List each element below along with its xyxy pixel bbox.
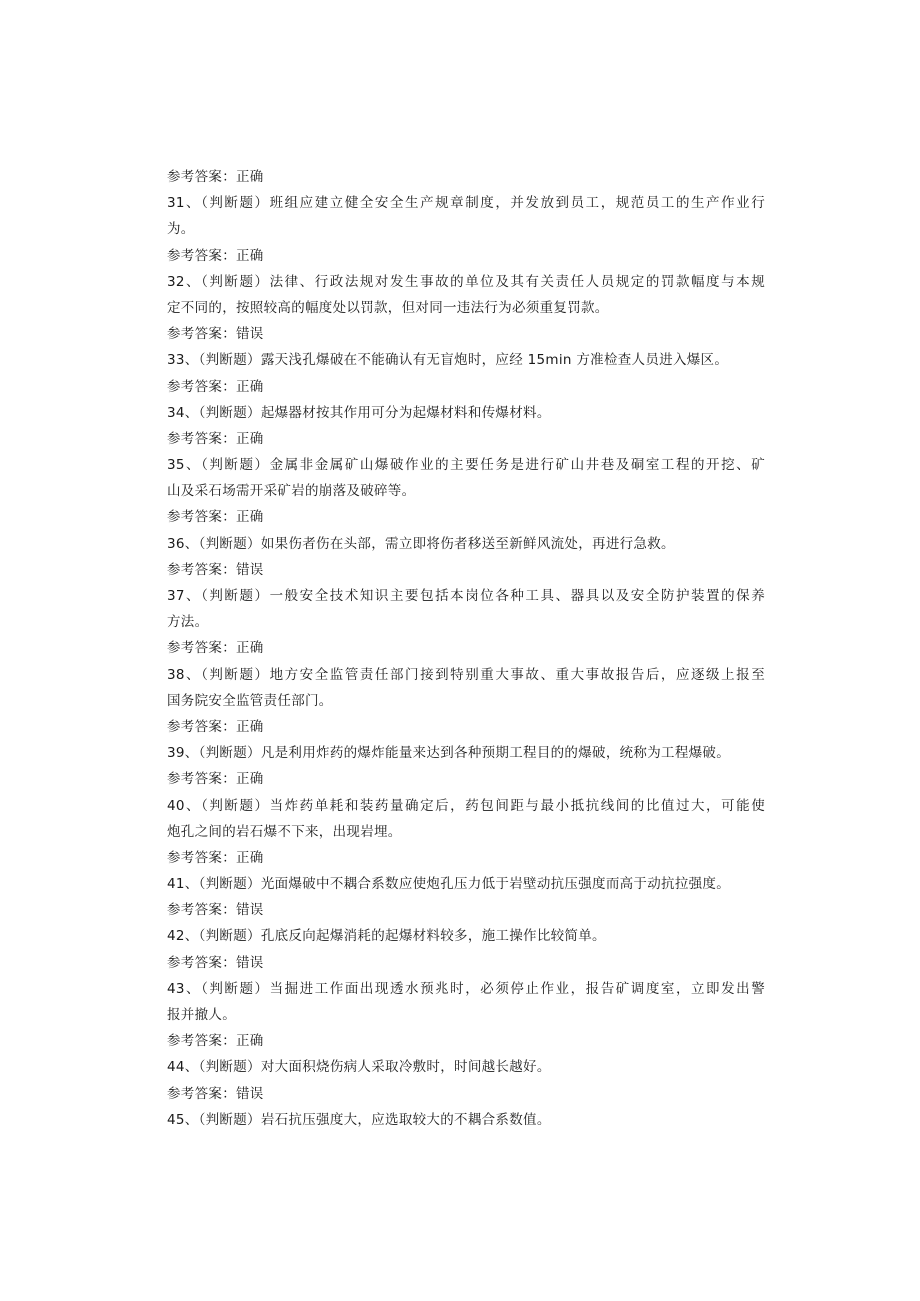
answer-line: 参考答案：错误: [167, 1085, 264, 1102]
answer-line: 参考答案：错误: [167, 902, 264, 919]
answer-line: 参考答案：错误: [167, 561, 264, 578]
answer-line: 参考答案：正确: [167, 430, 264, 447]
question-line: 32、（判断题）法律、行政法规对发生事故的单位及其有关责任人员规定的罚款幅度与本规: [167, 273, 765, 290]
question-line: 36、（判断题）如果伤者伤在头部，需立即将伤者移送至新鲜风流处，再进行急救。: [167, 535, 675, 552]
question-line: 山及采石场需开采矿岩的崩落及破碎等。: [167, 483, 416, 500]
question-line: 方法。: [167, 614, 209, 631]
question-line: 44、（判断题）对大面积烧伤病人采取冷敷时，时间越长越好。: [167, 1059, 551, 1076]
question-line: 为。: [167, 221, 195, 238]
question-line: 炮孔之间的岩石爆不下来，出现岩埋。: [167, 823, 402, 840]
question-line: 35、（判断题）金属非金属矿山爆破作业的主要任务是进行矿山井巷及硐室工程的开挖、矿: [167, 457, 765, 474]
answer-line: 参考答案：正确: [167, 771, 264, 788]
answer-line: 参考答案：正确: [167, 247, 264, 264]
question-line: 34、（判断题）起爆器材按其作用可分为起爆材料和传爆材料。: [167, 404, 551, 421]
answer-line: 参考答案：正确: [167, 640, 264, 657]
answer-line: 参考答案：正确: [167, 169, 264, 185]
answer-line: 参考答案：正确: [167, 378, 264, 395]
question-line: 33、（判断题）露天浅孔爆破在不能确认有无盲炮时，应经 15min 方准检查人员进入爆区。: [167, 352, 729, 369]
answer-line: 参考答案：正确: [167, 509, 264, 526]
question-line: 报并撤人。: [167, 1007, 236, 1023]
question-line: 41、（判断题）光面爆破中不耦合系数应使炮孔压力低于岩壁动抗压强度而高于动抗拉强度。: [167, 876, 731, 893]
question-line: 37、（判断题）一般安全技术知识主要包括本岗位各种工具、器具以及安全防护装置的保养: [167, 588, 765, 604]
question-line: 43、（判断题）当掘进工作面出现透水预兆时，必须停止作业，报告矿调度室，立即发出警: [167, 980, 765, 997]
answer-line: 参考答案：正确: [167, 849, 264, 866]
document-page: [167, 164, 765, 1133]
question-line: 38、（判断题）地方安全监管责任部门接到特别重大事故、重大事故报告后，应逐级上报至: [167, 666, 765, 683]
question-line: 40、（判断题）当炸药单耗和装药量确定后，药包间距与最小抵抗线间的比值过大，可能使: [167, 797, 765, 814]
answer-line: 参考答案：错误: [167, 954, 264, 971]
answer-line: 参考答案：正确: [167, 718, 264, 735]
question-line: 39、（判断题）凡是利用炸药的爆炸能量来达到各种预期工程目的的爆破，统称为工程爆破。: [167, 745, 731, 762]
question-line: 42、（判断题）孔底反向起爆消耗的起爆材料较多，施工操作比较简单。: [167, 928, 606, 945]
question-line: 定不同的，按照较高的幅度处以罚款，但对同一违法行为必须重复罚款。: [167, 299, 609, 316]
question-line: 31、（判断题）班组应建立健全安全生产规章制度，并发放到员工，规范员工的生产作业行: [167, 195, 765, 212]
answer-line: 参考答案：正确: [167, 1033, 264, 1050]
question-line: 国务院安全监管责任部门。: [167, 692, 333, 709]
question-line: 45、（判断题）岩石抗压强度大，应选取较大的不耦合系数值。: [167, 1111, 551, 1128]
answer-line: 参考答案：错误: [167, 326, 264, 343]
